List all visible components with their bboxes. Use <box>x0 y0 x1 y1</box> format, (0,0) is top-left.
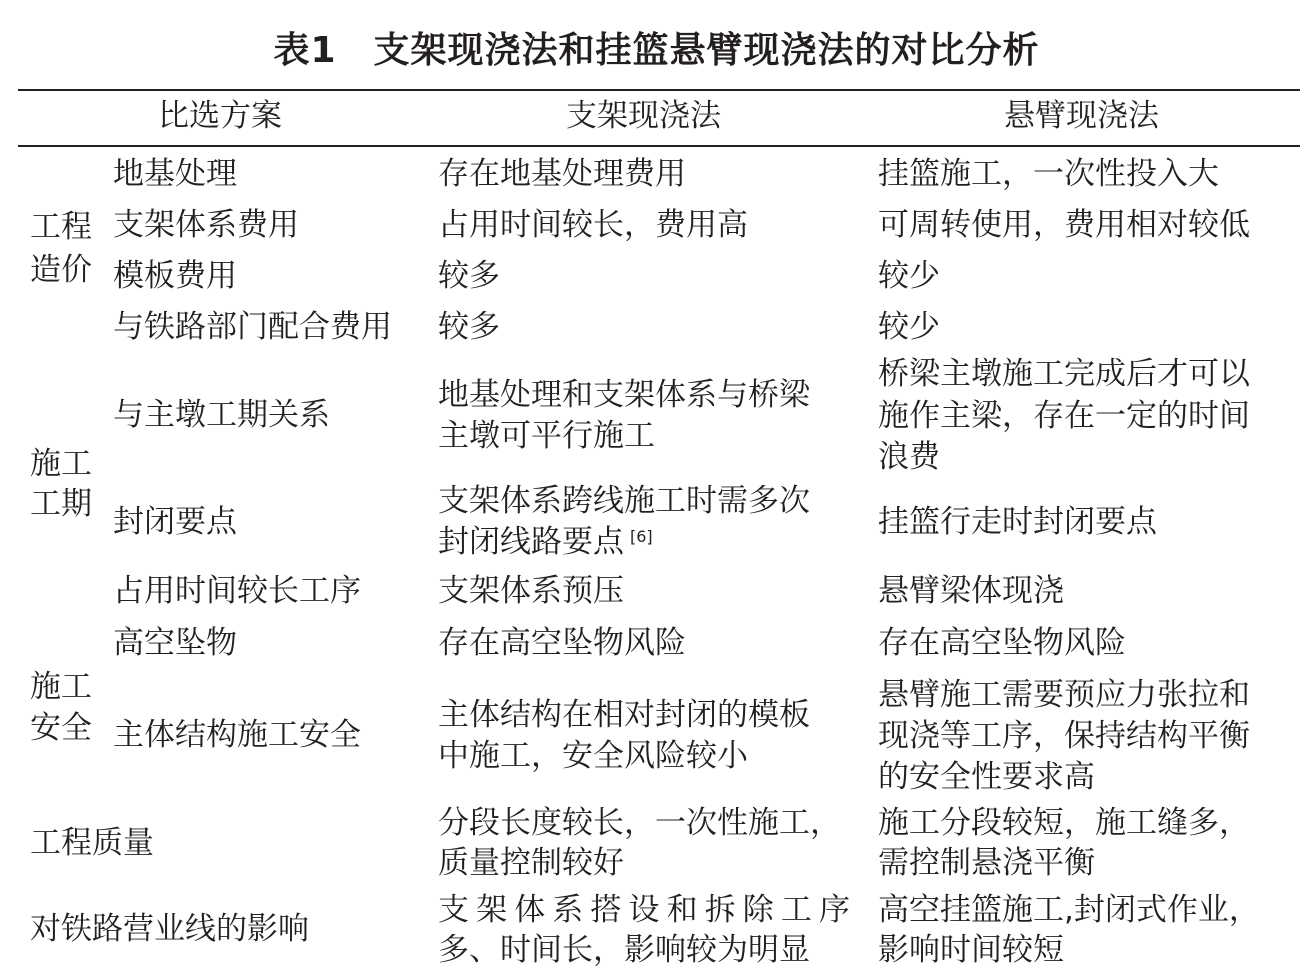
row-item-pier-schedule: 与主墩工期关系 <box>113 397 330 433</box>
row-cantilever-quality-line1: 施工分段较短，施工缝多， <box>878 805 1250 841</box>
reference-marker: [6] <box>630 527 653 546</box>
table-title: 表1 支架现浇法和挂篮悬臂现浇法的对比分析 <box>273 30 1040 71</box>
row-bracket-closure-window-line1: 支架体系跨线施工时需多次 <box>438 483 810 519</box>
row-item-long-process: 占用时间较长工序 <box>113 573 361 609</box>
row-bracket-structure-safety-line1: 主体结构在相对封闭的模板 <box>438 697 810 733</box>
row-cantilever-falling-objects: 存在高空坠物风险 <box>878 625 1126 661</box>
header-cantilever-method: 悬臂现浇法 <box>1004 98 1159 134</box>
row-bracket-long-process: 支架体系预压 <box>438 573 624 609</box>
row-cantilever-pier-schedule-line2: 施作主梁，存在一定的时间 <box>878 398 1250 434</box>
row-bracket-pier-schedule-line2: 主墩可平行施工 <box>438 418 655 454</box>
row-item-formwork: 模板费用 <box>113 258 237 294</box>
row-cantilever-railway-coordination: 较少 <box>878 309 940 345</box>
category-safety-line1: 施工 <box>30 669 92 705</box>
row-bracket-quality-line2: 质量控制较好 <box>438 845 624 881</box>
row-bracket-closure-window-line2: 封闭线路要点 [6] <box>438 524 653 560</box>
row-item-closure-window: 封闭要点 <box>113 504 237 540</box>
row-item-quality: 工程质量 <box>30 825 154 861</box>
category-schedule-line2: 工期 <box>30 486 92 522</box>
row-cantilever-pier-schedule-line1: 桥梁主墩施工完成后才可以 <box>878 356 1250 392</box>
category-schedule-line1: 施工 <box>30 446 92 482</box>
header-bracket-method: 支架现浇法 <box>566 98 721 134</box>
row-cantilever-railway-impact-line2: 影响时间较短 <box>878 932 1064 968</box>
row-cantilever-closure-window: 挂篮行走时封闭要点 <box>878 504 1157 540</box>
row-cantilever-support-system: 可周转使用，费用相对较低 <box>878 207 1250 243</box>
row-item-falling-objects: 高空坠物 <box>113 625 237 661</box>
row-bracket-quality-line1: 分段长度较长，一次性施工， <box>438 805 841 841</box>
row-cantilever-formwork: 较少 <box>878 258 940 294</box>
row-bracket-falling-objects: 存在高空坠物风险 <box>438 625 686 661</box>
row-cantilever-structure-safety-line3: 的安全性要求高 <box>878 759 1095 795</box>
header-rule <box>18 145 1300 147</box>
row-bracket-pier-schedule-line1: 地基处理和支架体系与桥梁 <box>438 377 810 413</box>
row-item-support-system: 支架体系费用 <box>113 207 299 243</box>
row-cantilever-structure-safety-line2: 现浇等工序，保持结构平衡 <box>878 718 1250 754</box>
row-cantilever-long-process: 悬臂梁体现浇 <box>878 573 1064 609</box>
category-cost-line2: 造价 <box>30 252 92 288</box>
row-bracket-foundation: 存在地基处理费用 <box>438 156 686 192</box>
row-cantilever-railway-impact-line1: 高空挂篮施工,封闭式作业， <box>878 892 1260 928</box>
row-cantilever-quality-line2: 需控制悬浇平衡 <box>878 845 1095 881</box>
row-bracket-structure-safety-line2: 中施工，安全风险较小 <box>438 738 748 774</box>
row-item-railway-coordination: 与铁路部门配合费用 <box>113 309 392 345</box>
row-item-foundation: 地基处理 <box>113 156 237 192</box>
row-cantilever-structure-safety-line1: 悬臂施工需要预应力张拉和 <box>878 677 1250 713</box>
row-bracket-formwork: 较多 <box>438 258 500 294</box>
row-cantilever-pier-schedule-line3: 浪费 <box>878 439 940 475</box>
row-bracket-railway-impact-line1: 支架体系搭设和拆除工序 <box>438 892 850 928</box>
table-top-rule <box>18 89 1300 91</box>
header-comparison-scheme: 比选方案 <box>158 98 282 134</box>
row-item-railway-impact: 对铁路营业线的影响 <box>30 911 309 947</box>
row-bracket-railway-impact-line2: 多、时间长，影响较为明显 <box>438 932 810 968</box>
category-safety-line2: 安全 <box>30 710 92 746</box>
category-cost-line1: 工程 <box>30 209 92 245</box>
row-bracket-railway-coordination: 较多 <box>438 309 500 345</box>
row-cantilever-foundation: 挂篮施工，一次性投入大 <box>878 156 1219 192</box>
row-bracket-support-system: 占用时间较长，费用高 <box>438 207 748 243</box>
row-item-structure-safety: 主体结构施工安全 <box>113 717 361 753</box>
